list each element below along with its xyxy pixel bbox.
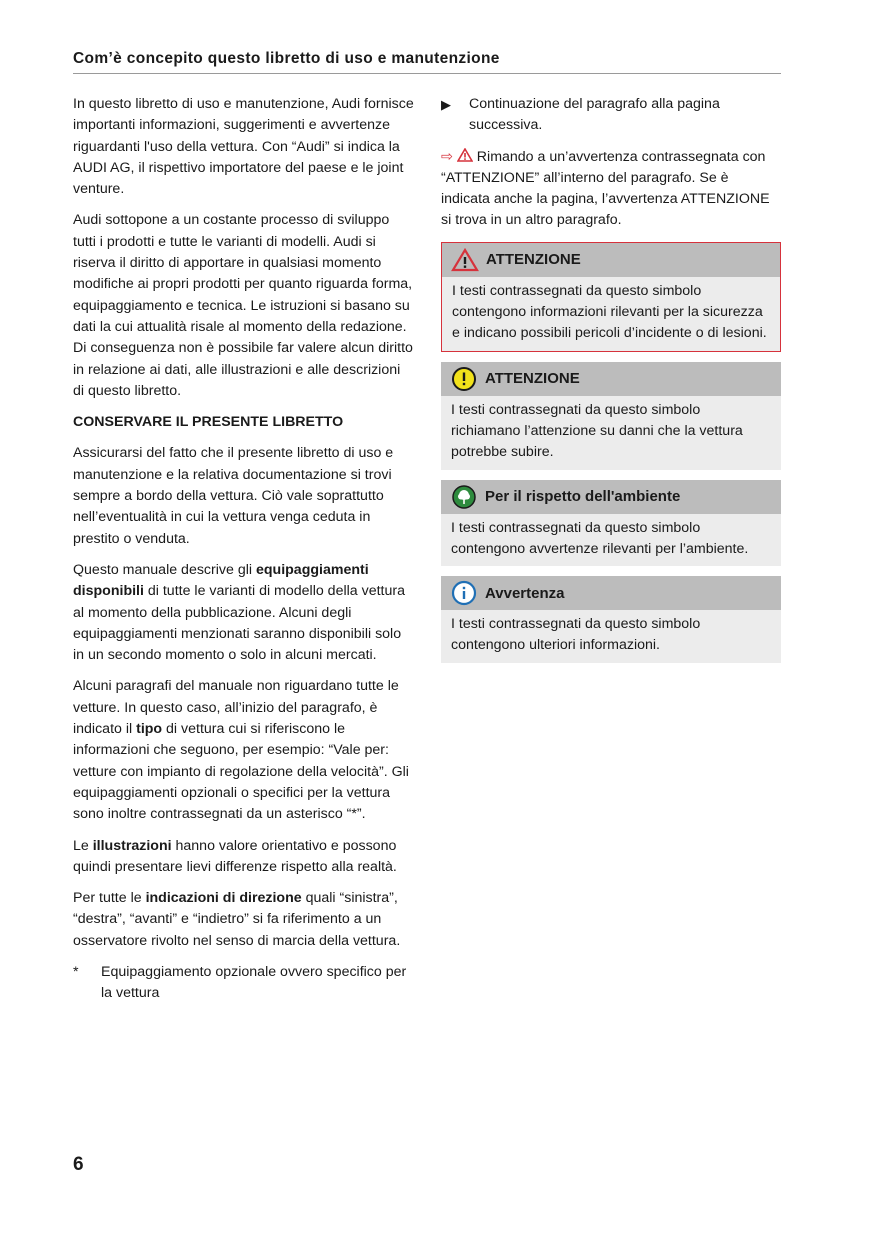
asterisk-mark: * (73, 963, 79, 980)
reference-text: Rimando a un’avvertenza contrassegnata con “ATTENZIONE” all’interno del paragrafo. Se è indicata anche la pagina, l’avvertenza ATTENZIONE si trova in un altro paragrafo. (441, 148, 770, 229)
caution-exclamation-icon (449, 366, 479, 392)
vehicle-type-paragraph: Alcuni paragrafi del manuale non riguardano tutte le vetture. In questo caso, all’inizio del paragrafo, è indicato il tipo di vettura cui si riferiscono le informazioni che seguono, per esempio: “Vale per: vetture con impianto di regolazione della velocità”. Gli equipaggiamenti opzionali o specifici per la vettura sono inoltre contrassegnati da un asterisco “*”. (73, 678, 409, 823)
illustrations-paragraph: Le illustrazioni hanno valore orientativo e possono quindi presentare lievi differenze rispetto alla realtà. (73, 837, 397, 875)
keep-manual-paragraph: Assicurarsi del fatto che il presente libretto di uso e manutenzione e la relativa documentazione si trovi sempre a bordo della vettura. Ciò vale soprattutto nell’eventualità in cui la vettura venga ceduta in prestito o venduta. (73, 445, 394, 547)
caution-notice-text: I testi contrassegnati da questo simbolo richiamano l’attenzione su danni che la vettura potrebbe subire. (441, 396, 781, 470)
caution-notice-box (441, 362, 781, 470)
continuation-arrow-icon: ▶ (441, 97, 451, 112)
section-heading: CONSERVARE IL PRESENTE LIBRETTO (73, 414, 344, 431)
page-number: 6 (73, 1154, 84, 1175)
left-column (73, 94, 415, 1005)
warning-triangle-small-icon (457, 148, 473, 162)
caution-notice-title: ATTENZIONE (485, 370, 580, 388)
danger-notice-box (441, 242, 781, 352)
page-header-title: Com’è concepito questo libretto di uso e manutenzione (73, 50, 781, 74)
info-icon (449, 580, 479, 606)
directions-paragraph: Per tutte le indicazioni di direzione quali “sinistra”, “destra”, “avanti” e “indietro” si fa riferimento a un osservatore rivolto nel senso di marcia della vettura. (73, 890, 401, 949)
environment-notice-text: I testi contrassegnati da questo simbolo contengono avvertenze rilevanti per l’ambiente. (441, 514, 781, 567)
environment-tree-icon (449, 484, 479, 510)
info-notice-box (441, 576, 781, 663)
info-notice-title: Avvertenza (485, 584, 565, 602)
right-column (441, 94, 781, 673)
footnote-text: Equipaggiamento opzionale ovvero specifico per la vettura (101, 963, 407, 1002)
reference-arrow-icon: ⇨ (441, 148, 453, 165)
development-paragraph: Audi sottopone a un costante processo di sviluppo tutti i prodotti e tutte le varianti di modelli. Audi si riserva il diritto di apportare in qualsiasi momento modifiche ai propri prodotti per quanto riguarda forma, equipaggiamento e tecnica. Le istruzioni si basano su dati la cui attualità risale al momento della redazione. Di conseguenza non è possibile far valere alcun diritto in relazione ai dati, alle illustrazioni e alle descrizioni di questo libretto. (73, 212, 413, 399)
danger-notice-text: I testi contrassegnati da questo simbolo contengono informazioni rilevanti per la sicurezza e indicano possibili pericoli d’incidente o di lesioni. (442, 277, 780, 351)
danger-notice-title: ATTENZIONE (486, 251, 581, 269)
info-notice-text: I testi contrassegnati da questo simbolo contengono ulteriori informazioni. (441, 610, 781, 663)
environment-notice-title: Per il rispetto dell'ambiente (485, 487, 681, 505)
warning-triangle-icon (450, 247, 480, 273)
warning-reference-legend (441, 147, 781, 232)
environment-notice-box (441, 480, 781, 567)
continuation-text: Continuazione del paragrafo alla pagina successiva. (469, 96, 720, 134)
footnote (73, 962, 415, 1005)
intro-paragraph: In questo libretto di uso e manutenzione, Audi fornisce importanti informazioni, suggerimenti e avvertenze riguardanti l'uso della vettura. Con “Audi” si indica la AUDI AG, il rispettivo importatore del paese e le joint venture. (73, 96, 414, 198)
equipment-paragraph: Questo manuale descrive gli equipaggiamenti disponibili di tutte le varianti di modello della vettura al momento della pubblicazione. Alcuni degli equipaggiamenti menzionati saranno disponibili solo in un secondo momento o solo in alcuni mercati. (73, 561, 405, 664)
continuation-legend (441, 94, 781, 137)
